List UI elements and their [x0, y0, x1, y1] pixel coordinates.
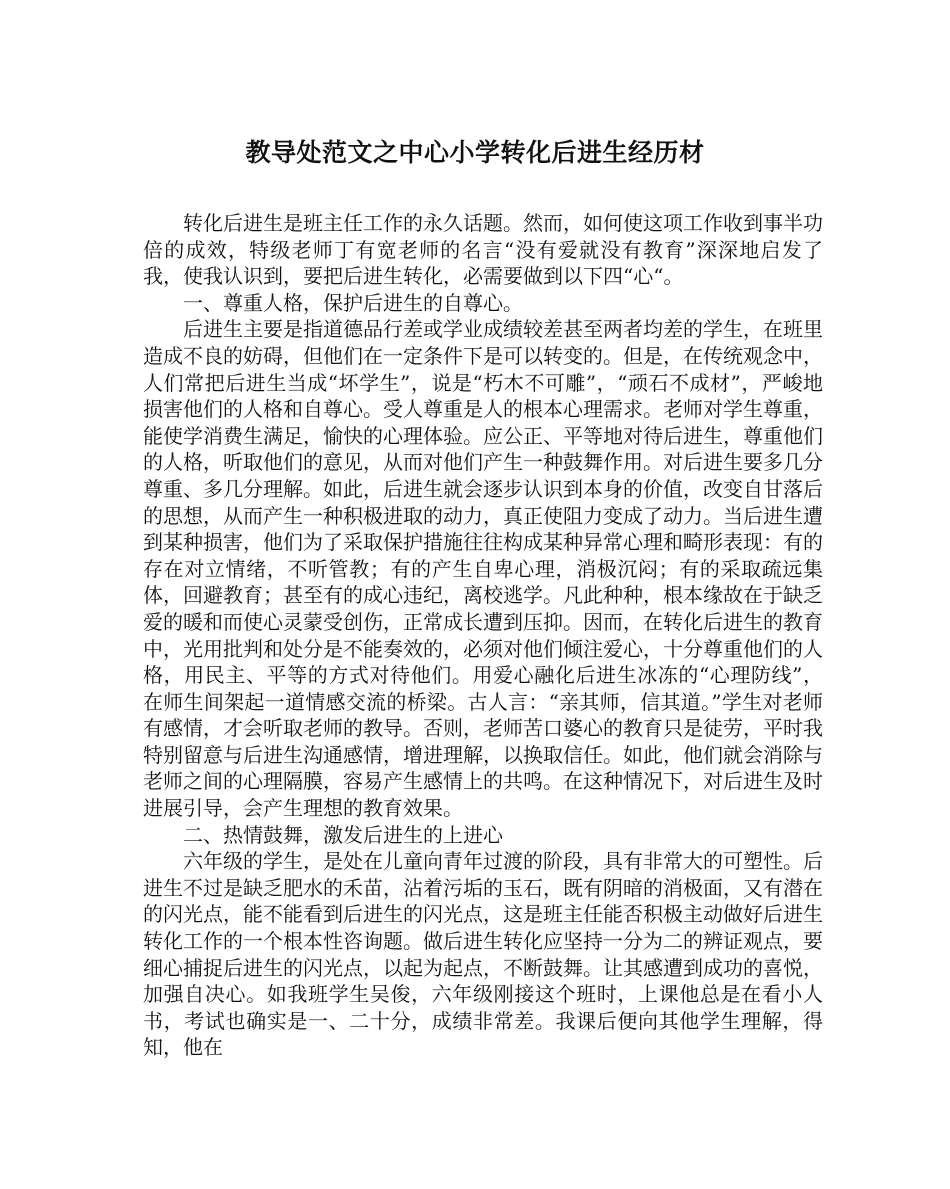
- section-heading-2: 二、热情鼓舞，激发后进生的上进心: [183, 822, 503, 847]
- section-heading-1: 一、尊重人格，保护后进生的自尊心。: [183, 290, 523, 315]
- document-body: [143, 210, 823, 1061]
- document-title: 教导处范文之中心小学转化后进生经历材: [245, 138, 705, 167]
- paragraph-section-1: 后进生主要是指道德品行差或学业成绩较差甚至两者均差的学生，在班里造成不良的妨碍，但他们在一定条件下是可以转变的。但是，在传统观念中，人们常把后进生当成“坏学生”，说是“朽木不可雕”，“顽石不成材”，严峻地损害他们的人格和自尊心。受人尊重是人的根本心理需求。老师对学生尊重，能使学消费生满足，愉快的心理体验。应公正、平等地对待后进生，尊重他们的人格，听取他们的意见，从而对他们产生一种鼓舞作用。对后进生要多几分尊重、多几分理解。如此，后进生就会逐步认识到本身的价值，改变自甘落后的思想，从而产生一种积极进取的动力，真正使阻力变成了动力。当后进生遭到某种损害，他们为了采取保护措施往往构成某种异常心理和畸形表现：有的存在对立情绪，不听管教；有的产生自卑心理，消极沉闷；有的采取疏远集体，回避教育；甚至有的成心违纪，离校逃学。凡此种种，根本缘故在于缺乏爱的暖和而使心灵蒙受创伤，正常成长遭到压抑。因而，在转化后进生的教育中，光用批判和处分是不能奏效的，必须对他们倾注爱心，十分尊重他们的人格，用民主、平等的方式对待他们。用爱心融化后进生冰冻的“心理防线”，在师生间架起一道情感交流的桥梁。古人言：“亲其师，信其道。”学生对老师有感情，才会听取老师的教导。否则，老师苦口婆心的教育只是徒劳，平时我特别留意与后进生沟通感情，增进理解，以换取信任。如此，他们就会消除与老师之间的心理隔膜，容易产生感情上的共鸣。在这种情况下，对后进生及时进展引导，会产生理想的教育效果。: [143, 317, 823, 821]
- paragraph-section-2: 六年级的学生，是处在儿童向青年过渡的阶段，具有非常大的可塑性。后进生不过是缺乏肥水的禾苗，沾着污垢的玉石，既有阴暗的消极面，又有潜在的闪光点，能不能看到后进生的闪光点，这是班主任能否积极主动做好后进生转化工作的一个根本性咨询题。做后进生转化应坚持一分为二的辨证观点，要细心捕捉后进生的闪光点，以起为起点，不断鼓舞。让其感遭到成功的喜悦，加强自决心。如我班学生吴俊，六年级刚接这个班时，上课他总是在看小人书，考试也确实是一、二十分，成绩非常差。我课后便向其他学生理解，得知，他在: [143, 849, 823, 1060]
- paragraph-intro: 转化后进生是班主任工作的永久话题。然而，如何使这项工作收到事半功倍的成效，特级老师丁有宽老师的名言“没有爱就没有教育”深深地启发了我，使我认识到，要把后进生转化，必需要做到以下四“心“。: [143, 211, 823, 289]
